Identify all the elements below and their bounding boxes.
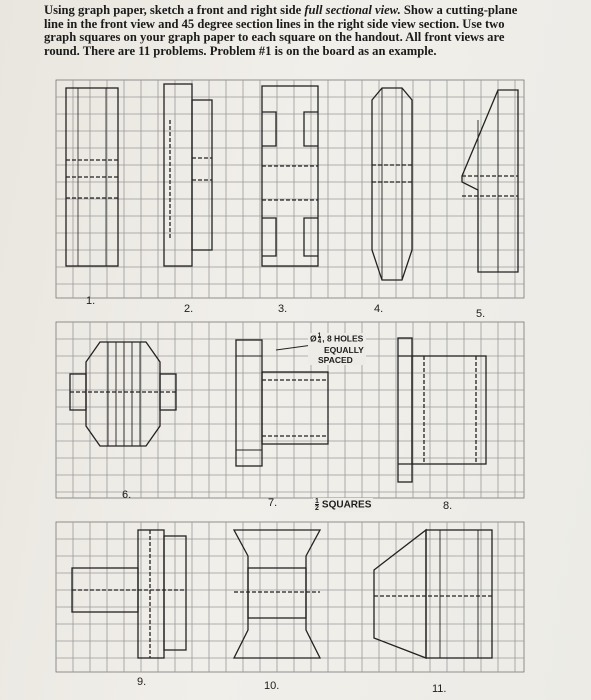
problem-label-3: 3. (278, 303, 288, 315)
problem-6-drawing (70, 342, 176, 446)
problem-label-1: 1. (86, 295, 96, 307)
instructions-line-4: round. There are 11 problems. Problem #1 is on the board as an example. (44, 43, 437, 58)
holes-line-1: , 8 HOLES (322, 333, 364, 344)
problem-label-5: 5. (476, 308, 486, 320)
problem-label-7: 7. (268, 497, 278, 509)
grid-row-3 (56, 522, 524, 672)
squares-note (313, 498, 373, 512)
problem-1-drawing (66, 88, 118, 266)
emphasis-full-sectional: full sectional view. (304, 3, 401, 17)
holes-line-3: SPACED (318, 355, 353, 365)
problem-8-drawing (398, 338, 486, 482)
instructions-line-2: line in the front view and 45 degree section lines in the right side view section. Use two (44, 16, 505, 31)
instructions-line-1: Using graph paper, sketch a front and right side full sectional view. Show a cutting-plane (44, 3, 518, 17)
problem-2-drawing (164, 84, 212, 266)
problem-label-6: 6. (122, 489, 132, 501)
problem-label-2: 2. (184, 303, 194, 315)
problem-9-drawing (72, 530, 186, 658)
squares-fraction: $\frac{1}{2}$ (315, 498, 319, 512)
problem-label-10: 10. (264, 680, 280, 692)
squares-text: SQUARES (321, 499, 372, 511)
grid-row-1 (56, 80, 524, 298)
problem-4-drawing (372, 88, 412, 280)
problem-label-4: 4. (374, 303, 384, 315)
problem-11-drawing (374, 530, 492, 658)
problem-label-9: 9. (137, 676, 147, 688)
problem-5-drawing (462, 90, 518, 272)
problem-label-11: 11. (432, 683, 447, 695)
diameter-symbol: Ø (310, 333, 317, 344)
holes-note (308, 333, 366, 365)
holes-line-2: EQUALLY (324, 345, 364, 355)
problem-label-8: 8. (443, 500, 453, 512)
instructions-line-3: graph squares on your graph paper to each square on the handout. All front views are (44, 30, 505, 45)
holes-fraction: 1 4 (317, 332, 322, 345)
problem-3-drawing (262, 86, 318, 266)
